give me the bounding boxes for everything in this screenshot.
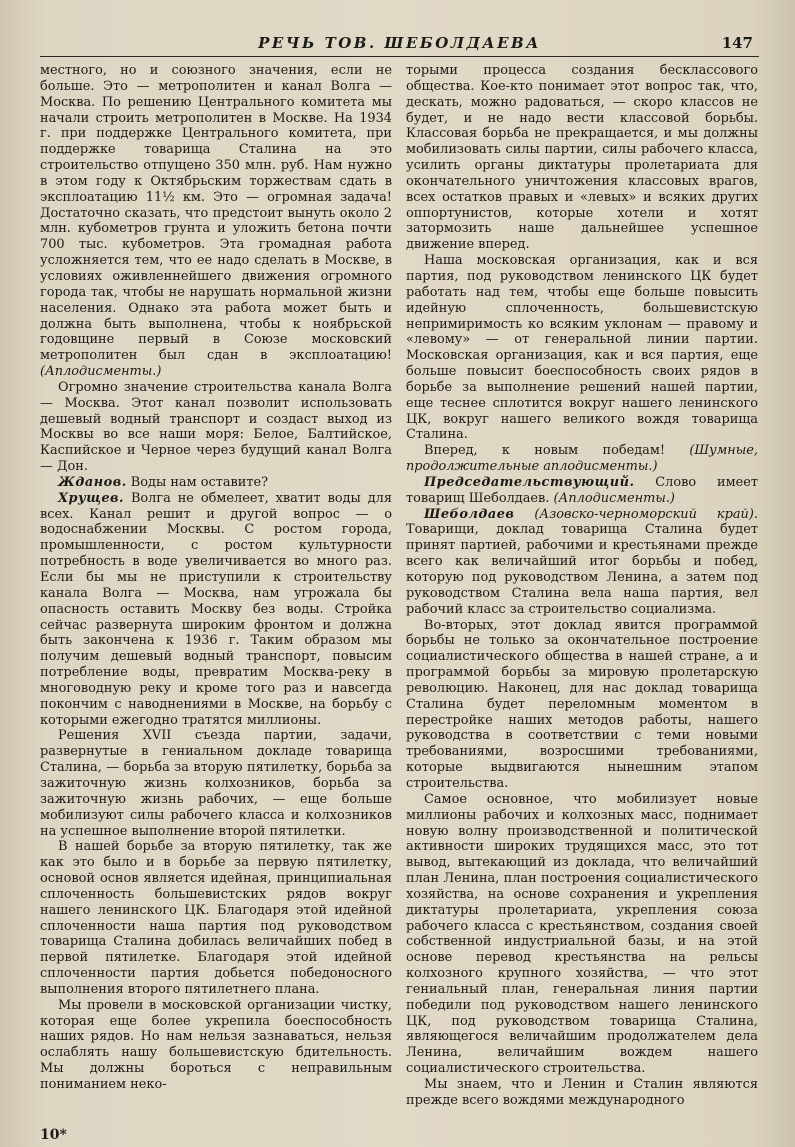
paragraph-text: Мы знаем, что и Ленин и Сталин являются прежде всего вождями международного — [406, 1077, 758, 1108]
paragraph — [406, 443, 758, 475]
speaker-name: Председательствующий. — [424, 474, 635, 490]
paragraph — [406, 507, 758, 618]
paragraph-text: Воды нам оставите? — [130, 474, 269, 490]
page-header — [40, 30, 759, 57]
running-title: РЕЧЬ ТОВ. ШЕБОЛДАЕВА — [258, 34, 541, 52]
paragraph-text: местного, но и союзного значения, если не больше. Это — метрополитен и канал Волга — Москва. По решению Центрального комитета мы начали строить метрополитен в Москве. На 1934 г. при поддержке Центрального комитета, при поддержке товарища Сталина на это строительство отпущено 350 млн. руб. Нам нужно в этом году к Октябрьским торжествам сдать в эксплоатацию 11½ км. Это — огромная задача! Достаточно сказать, что предстоит вынуть около 2 млн. кубометров грунта и уложить бетона почти 700 тыс. кубометров. Эта громадная работа усложняется тем, что ее надо сделать в Москве, в условиях оживленнейшего движения огромного города так, чтобы не нарушать нормальной жизни населения. Однако эта работа может быть и должна быть выполнена, чтобы к ноябрьской годовщине первый в Союзе московский метрополитен был сдан в эксплоатацию! — [40, 63, 392, 364]
paragraph — [40, 839, 392, 997]
paragraph — [40, 63, 392, 380]
printer-signature: 10* — [40, 1127, 67, 1143]
paragraph-text: Товарищи, доклад товарища Сталина будет принят партией, рабочими и крестьянами прежде всего как величайший итог борьбы и побед, которую под руководством Ленина, а затем под руководством Сталина вела наша партия, вел рабочий класс за строительство социализма. — [406, 522, 758, 617]
page-number: 147 — [721, 34, 753, 52]
paragraph-text: Огромно значение строительства канала Волга — Москва. Этот канал позволит использовать дешевый водный транспорт и создаст выход из Москвы во все наши моря: Белое, Балтийское, Каспийское и Черное через будущий канал Волга — Дон. — [40, 379, 392, 475]
speaker-name: Хрущев. — [58, 490, 125, 506]
paragraph — [40, 728, 392, 839]
speaker-name: Шеболдаев — [424, 506, 515, 522]
paragraph-text: В нашей борьбе за вторую пятилетку, так же как это было и в борьбе за первую пятилетку, основой основ является идейная, принципиальная сплоченность большевистских рядов вокруг нашего ленинского ЦК. Благодаря этой идейной сплоченности наша партия под руководством товарища Сталина добилась величайших побед в первой пятилетке. Благодаря этой идейной сплоченности партия добьется победоносного выполнения второго пятилетнего плана. — [40, 839, 392, 997]
paragraph — [406, 475, 758, 507]
paragraph-text: Наша московская организация, как и вся партия, под руководством ленинского ЦК будет работать над тем, чтобы еще больше повысить идейную сплоченность, большевистскую непримиримость ко всяким уклонам — правому и «левому» — от генеральной линии партии. Московская организация, как и вся партия, еще больше повысит боеспособность своих рядов в борьбе за выполнение решений нашей партии, еще теснее сплотится вокруг нашего ленинского ЦК, вокруг нашего великого вождя товарища Сталина. — [406, 253, 758, 443]
paragraph — [406, 253, 758, 443]
paragraph-text: торыми процесса создания бесклассового общества. Кое-кто понимает этот вопрос так, что, дескать, можно радоваться, — скоро классов не будет, и не надо вести классовой борьбы. Классовая борьба не прекращается, и мы должны мобилизовать силы партии, силы рабочего класса, усилить органы диктатуры пролетариата для окончательного уничтожения классовых врагов, всех остатков правых и «левых» и всяких других оппортунистов, которые хотели и хотят затормозить наше дальнейшее успешное движение вперед. — [406, 63, 758, 253]
audience-remark: (Шумные, продолжительные аплодисменты.) — [406, 443, 758, 475]
paragraph — [40, 998, 392, 1093]
paragraph-text: Во-вторых, этот доклад явится программой борьбы не только за окончательное построение социалистического общества в нашей стране, а и программой борьбы за мировую пролетарскую революцию. Наконец, для нас доклад товарища Сталина будет переломным моментом в перестройке наших методов работы, нашего руководства в соответствии с теми новыми требованиями, возросшими требованиями, которые выдвигаются нынешним этапом строительства. — [406, 617, 758, 791]
speaker-note: (Азовско-черноморский край). — [534, 506, 758, 522]
left-column — [40, 63, 392, 1109]
speaker-name: Жданов. — [58, 474, 127, 490]
audience-remark: (Аплодисменты.) — [553, 490, 675, 506]
paragraph — [40, 491, 392, 729]
audience-remark: (Аплодисменты.) — [40, 364, 162, 380]
paragraph-text: Самое основное, что мобилизует новые миллионы рабочих и колхозных масс, поднимает новую волну производственной и политической активности широких трудящихся масс, это тот вывод, вытекающий из доклада, что величайший план Ленина, план построения социалистического хозяйства, на основе сохранения и укрепления диктатуры пролетариата, укрепления союза рабочего класса с крестьянством, создания своей собственной индустриальной базы, и на этой основе перевод крестьянства на рельсы колхозного крупного хозяйства, — что этот гениальный план, генеральная линия партии победили под руководством нашего ленинского ЦК, под руководством товарища Сталина, являющегося величайшим продолжателем дела Ленина, величайшим вождем нашего социалистического строительства. — [406, 791, 758, 1077]
paragraph-text: Слово имеет товарищ Шеболдаев. — [406, 474, 758, 506]
paragraph-text: Волга не обмелеет, хватит воды для всех. Канал решит и другой вопрос — о водоснабжении Москвы. С ростом города, промышленности, с ростом культурности потребность в воде увеличивается во много раз. Если бы мы не приступили к строительству канала Волга — Москва, нам угрожала бы опасность оставить Москву без воды. Стройка сейчас развернута широким фронтом и должна быть закончена к 1936 г. Таким образом мы получим дешевый водный транспорт, повысим потребление воды, превратим Москва-реку в многоводную реку и кроме того раз и навсегда покончим с наводнениями в Москве, на борьбу с которыми ежегодно тратятся миллионы. — [40, 490, 392, 728]
text-columns — [40, 63, 759, 1109]
paragraph-text: Решения XVII съезда партии, задачи, развернутые в гениальном докладе товарища Сталина, — борьба за вторую пятилетку, борьба за зажиточную жизнь колхозников, борьба за зажиточную жизнь рабочих, — еще больше мобилизуют силы рабочего класса и колхозников на успешное выполнение второй пятилетки. — [40, 728, 392, 839]
right-column — [406, 63, 758, 1109]
paragraph-text: Мы провели в московской организации чистку, которая еще более укрепила боеспособность наших рядов. Но нам нельзя зазнаваться, нельзя ослаблять нашу большевистскую бдительность. Мы должны бороться с неправильным пониманием неко- — [40, 997, 392, 1092]
paragraph-text: Вперед, к новым победам! — [424, 443, 666, 459]
paragraph — [40, 475, 392, 491]
paragraph — [406, 618, 758, 792]
paragraph — [40, 380, 392, 475]
paragraph — [406, 792, 758, 1077]
paragraph — [406, 63, 758, 253]
paragraph — [406, 1077, 758, 1109]
